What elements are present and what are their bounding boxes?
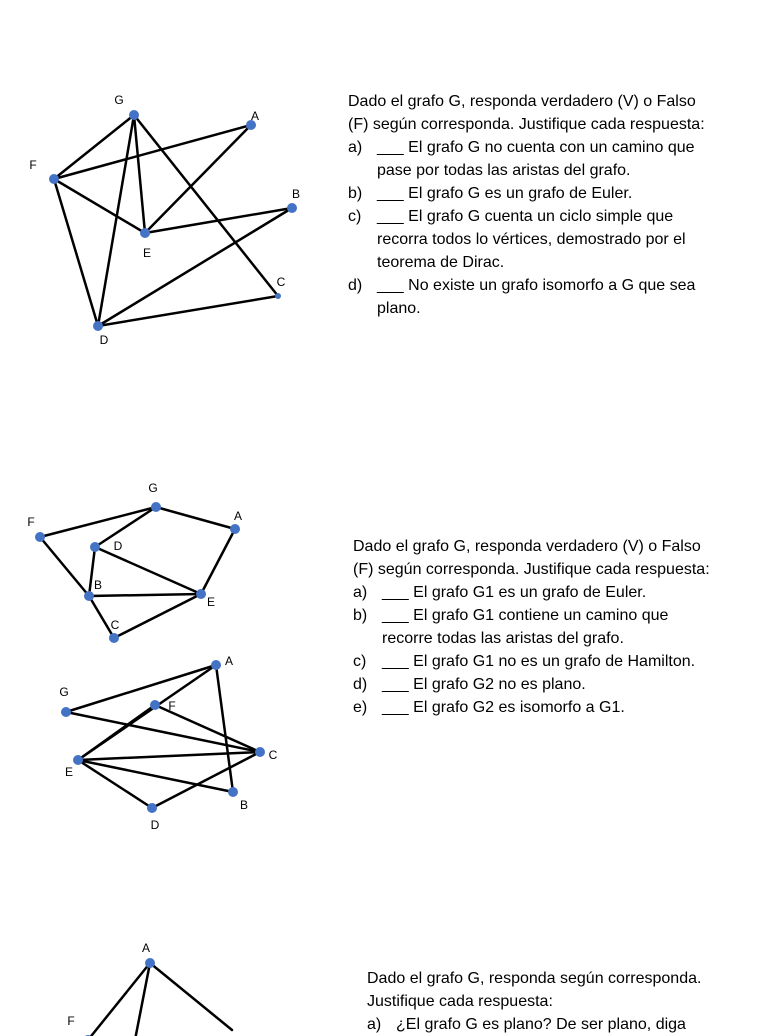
vertex-label-g: G bbox=[114, 93, 124, 107]
item-text: ___ El grafo G1 no es un grafo de Hamilton. bbox=[382, 653, 696, 670]
item-letter: a) bbox=[348, 139, 363, 156]
vertex-label-f: F bbox=[27, 515, 35, 529]
edge-a-f bbox=[88, 963, 150, 1036]
question-item bbox=[353, 650, 713, 673]
vertex-label-a: A bbox=[224, 654, 234, 668]
question-block-3 bbox=[367, 967, 707, 1036]
question-block-2 bbox=[353, 535, 713, 719]
vertex-label-d: D bbox=[99, 333, 109, 347]
question-item bbox=[353, 581, 713, 604]
item-letter: b) bbox=[353, 607, 368, 624]
vertex-label-c: C bbox=[276, 275, 286, 289]
item-text: ___ El grafo G es un grafo de Euler. bbox=[377, 185, 633, 202]
vertex-label-a: A bbox=[250, 109, 260, 123]
vertex-label-f: F bbox=[168, 699, 176, 713]
item-text: ___ El grafo G cuenta un ciclo simple que recorra todos lo vértices, demostrado por el teorema de Dirac. bbox=[377, 208, 686, 271]
vertex-label-g: G bbox=[148, 481, 158, 495]
item-text: ___ El grafo G no cuenta con un camino que pase por todas las aristas del grafo. bbox=[377, 139, 695, 179]
vertex-label-c: C bbox=[268, 748, 278, 762]
question-intro: Dado el grafo G, responda verdadero (V) o Falso (F) según corresponda. Justifique cada respuesta: bbox=[353, 538, 710, 578]
vertex-label-f: F bbox=[29, 158, 37, 172]
vertex-label-d: D bbox=[113, 539, 123, 553]
vertex-a bbox=[145, 958, 155, 968]
vertex-label-f: F bbox=[67, 1014, 75, 1028]
vertex-label-c: C bbox=[110, 618, 120, 632]
item-letter: b) bbox=[348, 185, 363, 202]
question-item bbox=[348, 182, 708, 205]
question-item bbox=[353, 696, 713, 719]
question-block-1 bbox=[348, 90, 708, 320]
item-text: ¿El grafo G es plano? De ser plano, diga bbox=[396, 1016, 686, 1033]
item-letter: d) bbox=[353, 676, 368, 693]
vertex-label-e: E bbox=[64, 765, 74, 779]
question-intro: Dado el grafo G, responda verdadero (V) o Falso (F) según corresponda. Justifique cada respuesta: bbox=[348, 93, 705, 133]
vertex-label-d: D bbox=[150, 818, 160, 832]
vertex-label-b: B bbox=[291, 187, 301, 201]
item-letter: a) bbox=[353, 584, 368, 601]
item-letter: d) bbox=[348, 277, 363, 294]
question-item bbox=[348, 274, 708, 320]
item-text: ___ El grafo G1 es un grafo de Euler. bbox=[382, 584, 647, 601]
item-text: ___ El grafo G2 es isomorfo a G1. bbox=[382, 699, 625, 716]
question-item bbox=[367, 1013, 707, 1036]
item-letter: e) bbox=[353, 699, 368, 716]
item-letter: c) bbox=[353, 653, 367, 670]
item-letter: c) bbox=[348, 208, 362, 225]
item-text: ___ El grafo G1 contiene un camino que recorre todas las aristas del grafo. bbox=[382, 607, 669, 647]
item-text: ___ El grafo G2 no es plano. bbox=[382, 676, 586, 693]
edge-a-x2 bbox=[150, 963, 232, 1030]
item-text: ___ No existe un grafo isomorfo a G que sea plano. bbox=[377, 277, 696, 317]
item-letter: a) bbox=[367, 1016, 382, 1033]
vertex-label-a: A bbox=[233, 509, 243, 523]
question-item bbox=[353, 673, 713, 696]
question-item bbox=[348, 205, 708, 274]
vertex-label-b: B bbox=[239, 798, 249, 812]
question-item bbox=[353, 604, 713, 650]
question-item bbox=[348, 136, 708, 182]
vertex-label-b: B bbox=[93, 578, 103, 592]
vertex-label-a: A bbox=[141, 941, 151, 955]
vertex-label-e: E bbox=[142, 246, 152, 260]
question-intro: Dado el grafo G, responda según corresponda. Justifique cada respuesta: bbox=[367, 970, 702, 1010]
vertex-label-e: E bbox=[206, 595, 216, 609]
vertex-label-g: G bbox=[59, 685, 69, 699]
